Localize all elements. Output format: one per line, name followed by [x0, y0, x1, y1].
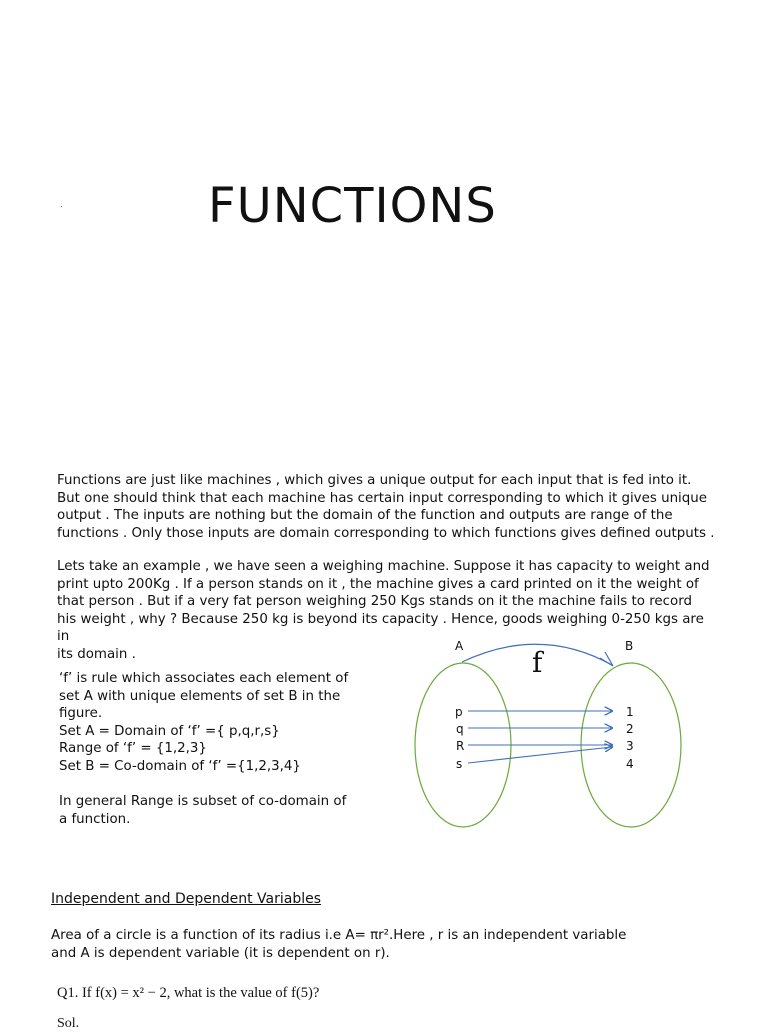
- domain-element-r: R: [456, 739, 465, 753]
- example-line: his weight , why ? Because 250 kg is beyond its capacity . Hence, goods weighing 0-250 kgs are in: [57, 611, 704, 644]
- solution-label: Sol.: [57, 1016, 80, 1031]
- intro-line: But one should think that each machine has certain input corresponding to which it gives unique: [57, 490, 708, 506]
- intro-line: output . The inputs are nothing but the domain of the function and outputs are range of the: [57, 508, 673, 523]
- intro-paragraph: [57, 472, 717, 542]
- rule-line: In general Range is subset of co-domain of: [59, 794, 347, 810]
- rule-line: figure.: [59, 706, 103, 722]
- mapping-diagram: [400, 630, 700, 845]
- set-b-label: B: [625, 639, 634, 653]
- codomain-element-4: 4: [626, 757, 634, 771]
- rule-line: [59, 776, 359, 794]
- example-line: its domain .: [57, 646, 136, 662]
- set-a-label: A: [455, 639, 464, 653]
- intro-line: Functions are just like machines , which gives a unique output for each input that is fed into it.: [57, 473, 692, 488]
- example-line: print upto 200Kg . If a person stands on it , the machine gives a card printed on it the weight of: [57, 576, 699, 592]
- rule-line: Set A = Domain of ‘f’ ={ p,q,r,s}: [59, 723, 280, 739]
- codomain-element-2: 2: [626, 722, 634, 736]
- mapping-arrow-s-3: [468, 747, 612, 763]
- rule-line: Range of ‘f’ = {1,2,3}: [59, 741, 207, 757]
- codomain-element-3: 3: [626, 739, 634, 753]
- rule-line: ‘f’ is rule which associates each element of: [59, 671, 349, 686]
- example-line: Lets take an example , we have seen a weighing machine. Suppose it has capacity to weight and: [57, 559, 710, 574]
- rule-description: [59, 670, 359, 828]
- rule-line: a function.: [59, 811, 131, 827]
- section-heading: Independent and Dependent Variables: [51, 891, 322, 907]
- rule-line: set A with unique elements of set B in the: [59, 688, 341, 704]
- intro-line: functions . Only those inputs are domain corresponding to which functions gives defined outputs .: [57, 525, 715, 541]
- area-line: and A is dependent variable (it is dependent on r).: [51, 945, 390, 961]
- area-line: Area of a circle is a function of its radius i.e A= πr².Here , r is an independent variable: [51, 928, 627, 943]
- domain-element-q: q: [456, 722, 464, 736]
- question-1: Q1. If f(x) = x² − 2, what is the value of f(5)?: [57, 985, 320, 1001]
- area-paragraph: [51, 927, 671, 962]
- rule-line: Set B = Co-domain of ‘f’ ={1,2,3,4}: [59, 758, 301, 774]
- stray-mark: .: [60, 200, 63, 209]
- domain-element-p: p: [455, 705, 463, 719]
- domain-element-s: s: [456, 757, 463, 771]
- example-line: that person . But if a very fat person weighing 250 Kgs stands on it the machine fails to record: [57, 594, 692, 609]
- function-f-label: f: [532, 646, 543, 679]
- codomain-element-1: 1: [626, 705, 634, 719]
- page-title: FUNCTIONS: [208, 178, 497, 234]
